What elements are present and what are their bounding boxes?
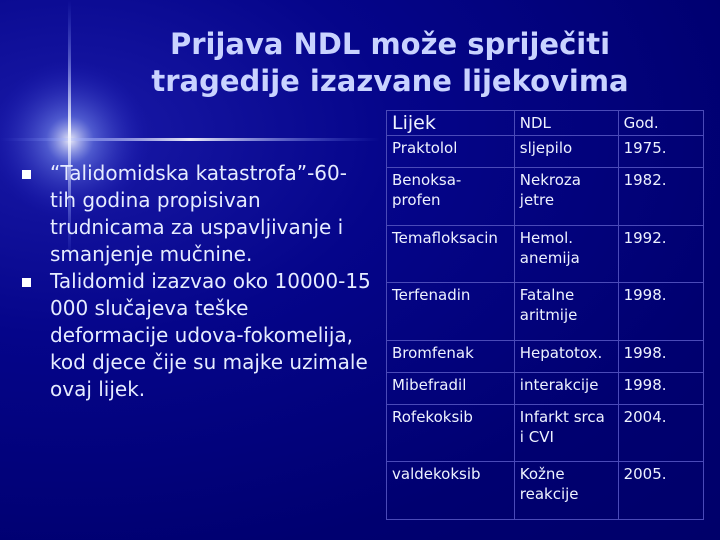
cell-year: 1998. [618, 283, 703, 341]
cell-adr: Hepatotox. [514, 340, 618, 372]
table-row [387, 462, 704, 520]
cell-drug: Mibefradil [387, 372, 515, 404]
cell-year: 1982. [618, 168, 703, 226]
table-row [387, 168, 704, 226]
cell-drug: Praktolol [387, 136, 515, 168]
table-row [387, 404, 704, 462]
cell-adr: interakcije [514, 372, 618, 404]
bullet-text: Talidomid izazvao oko 10000-15 000 slučajeva teške deformacije udova-fokomelija, kod djece čije su majke uzimale ovaj lijek. [50, 269, 371, 401]
cell-drug: Temafloksacin [387, 225, 515, 283]
cell-year: 1998. [618, 340, 703, 372]
table-row [387, 136, 704, 168]
square-bullet-icon [22, 278, 31, 287]
cell-year: 1992. [618, 225, 703, 283]
cell-drug: Bromfenak [387, 340, 515, 372]
bullet-item [22, 268, 372, 403]
bullet-list [22, 160, 372, 403]
bullet-item [22, 160, 372, 268]
cell-year: 1998. [618, 372, 703, 404]
cell-drug: Terfenadin [387, 283, 515, 341]
title-line-2: tragedije izazvane lijekovima [151, 64, 629, 98]
table-row [387, 340, 704, 372]
slide-title [90, 26, 690, 100]
square-bullet-icon [22, 170, 31, 179]
cell-adr: Fatalne aritmije [514, 283, 618, 341]
cell-year: 1975. [618, 136, 703, 168]
header-lijek: Lijek [387, 111, 515, 136]
cell-adr: Kožne reakcije [514, 462, 618, 520]
cell-adr: Nekroza jetre [514, 168, 618, 226]
header-god: God. [618, 111, 703, 136]
title-line-1: Prijava NDL može spriječiti [169, 27, 611, 61]
table-row [387, 225, 704, 283]
table-row [387, 283, 704, 341]
table-row [387, 372, 704, 404]
cell-drug: valdekoksib [387, 462, 515, 520]
cell-adr: sljepilo [514, 136, 618, 168]
table-header-row [387, 111, 704, 136]
cell-year: 2004. [618, 404, 703, 462]
drug-adr-table [386, 110, 704, 520]
cell-drug: Benoksa-profen [387, 168, 515, 226]
cell-adr: Hemol. anemija [514, 225, 618, 283]
cell-adr: Infarkt srca i CVI [514, 404, 618, 462]
header-ndl: NDL [514, 111, 618, 136]
bullet-text: “Talidomidska katastrofa”-60-tih godina propisivan trudnicama za uspavljivanje i smanjenje mučnine. [50, 161, 347, 266]
cell-drug: Rofekoksib [387, 404, 515, 462]
cell-year: 2005. [618, 462, 703, 520]
